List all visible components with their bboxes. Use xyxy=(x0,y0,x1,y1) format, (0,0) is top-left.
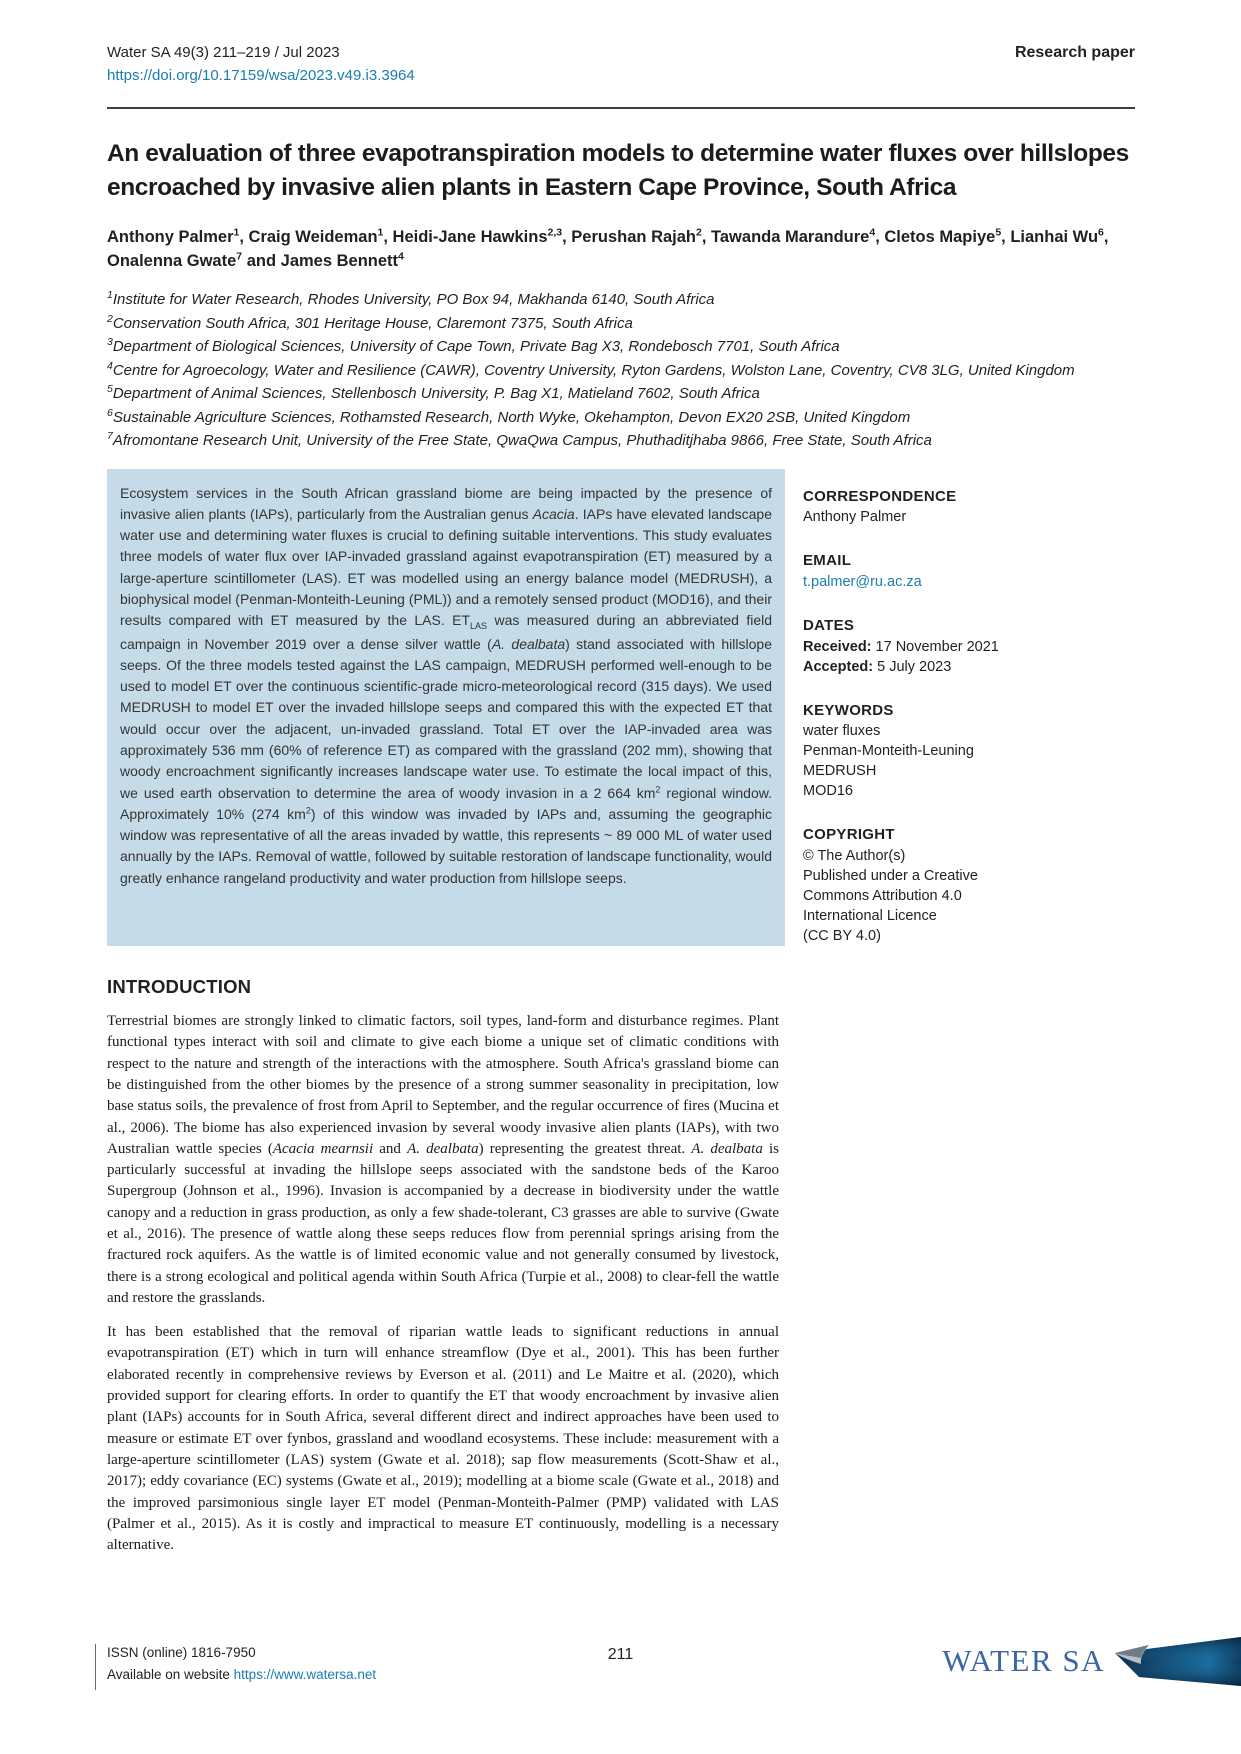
email-link[interactable]: t.palmer@ru.ac.za xyxy=(803,573,922,590)
affiliation-text: Institute for Water Research, Rhodes University, PO Box 94, Makhanda 6140, South Africa xyxy=(112,291,715,309)
keyword-item: Penman-Monteith-Leuning xyxy=(803,743,974,760)
copyright-line: © The Author(s) xyxy=(803,848,906,865)
article-info-sidebar xyxy=(803,469,1133,946)
affiliation-sup: 5 xyxy=(107,383,113,396)
footer-issn-block xyxy=(107,1642,376,1687)
affiliation-text: Afromontane Research Unit, University of the Free State, QwaQwa Campus, Phuthaditjhaba 9866, Free State, South Africa xyxy=(112,432,932,450)
affiliation-text: Department of Animal Sciences, Stellenbosch University, P. Bag X1, Matieland 7602, South Africa xyxy=(112,385,760,403)
abstract-box: Ecosystem services in the South African grassland biome are being impacted by the presence of invasive alien plants (IAPs), particularly from the Australian genus Acacia. IAPs have elevated landscape water use and determining water fluxes is crucial to defining suitable interventions. This study evaluates three models of water flux over IAP-invaded grassland against evapotranspiration (ET) measured by a large-aperture scintillometer (LAS). ET was modelled using an energy balance model (MEDRUSH), a biophysical model (Penman-Monteith-Leuning (PML)) and a remotely sensed product (MOD16), and their results compared with ET measured by the LAS. $ET_{LAS}$ was measured during an abbreviated field campaign in November 2019 over a dense silver wattle (A. dealbata) stand associated with hillslope seeps. Of the three models tested against the LAS campaign, MEDRUSH performed well-enough to be used to model ET over the continuous scientific-grade micro-meteorological record (315 days). We used MEDRUSH to model ET over the invaded hillslope seeps and compared this with the expected ET that would occur over the adjacent, un-invaded grassland. Total ET over the IAP-invaded area was approximately 536 mm (60% of reference ET) as compared with the grassland (202 mm), showing that woody encroachment significantly increases landscape water use. To estimate the local impact of this, we used earth observation to determine the area of woody invasion in a 2 664 $km^2$ regional window. Approximately 10% (274 $km^2$) of this window was invaded by IAPs and, assuming the geographic window was representative of all the areas invaded by wattle, this represents ~ 89 000 ML of water used annually by the IAPs. Removal of wattle, followed by suitable restoration of landscape functionality, would greatly enhance rangeland productivity and water production from hillslope seeps. xyxy=(107,469,785,946)
page-footer xyxy=(0,1640,1241,1714)
affiliation-text: Department of Biological Sciences, University of Cape Town, Private Bag X3, Rondebosch 7701, South Africa xyxy=(112,338,840,356)
watersa-logo-text: WATER SA xyxy=(942,1642,1105,1678)
affiliation-item xyxy=(107,335,1135,359)
intro-paragraph: It has been established that the removal of riparian wattle leads to significant reductions in annual evapotranspiration (ET) which in turn will enhance streamflow (Dye et al., 2001). This has been further elaborated recently in comprehensive reviews by Everson et al. (2011) and Le Maitre et al. (2020), which provided support for clearing efforts. In order to quantify the ET that woody encroachment by invasive alien plant (IAPs) accounts for in South Africa, several different direct and indirect approaches have been used to measure or estimate ET over fynbos, grassland and woodland ecosystems. These include: measurement with a large-aperture scintillometer (LAS) system (Gwate et al. 2018); sap flow measurements (Scott-Shaw et al., 2017); eddy covariance (EC) systems (Gwate et al., 2019); modelling at a biome scale (Gwate et al., 2018) and the improved parsimonious single layer ET model (Penman-Monteith-Palmer (PMP) validated with LAS (Palmer et al., 2015). As it is costly and impractical to measure ET continuously, modelling is a necessary alternative. xyxy=(107,1324,779,1554)
copyright-heading: COPYRIGHT xyxy=(803,826,895,844)
article-title: An evaluation of three evapotranspiration models to determine water fluxes over hillslopes encroached by invasive alien plants in Eastern Cape Province, South Africa xyxy=(107,140,1129,201)
affiliation-text: Centre for Agroecology, Water and Resilience (CAWR), Coventry University, Ryton Gardens, Wolston Lane, Coventry, CV8 3LG, United Kingdom xyxy=(112,361,1075,379)
page-header xyxy=(107,42,1135,87)
correspondence-name: Anthony Palmer xyxy=(803,509,907,526)
affiliation-item xyxy=(107,382,1135,406)
footer-divider xyxy=(95,1644,96,1690)
affiliation-sup: 3 xyxy=(107,336,113,349)
date-received: Received: 17 November 2021 xyxy=(803,638,999,655)
paper-type-label: Research paper xyxy=(1014,44,1135,61)
abstract-and-sidebar xyxy=(107,469,1135,946)
affiliation-sup: 6 xyxy=(107,406,113,419)
intro-paragraph: Terrestrial biomes are strongly linked to climatic factors, soil types, land-form and disturbance regimes. Plant functional types interact with soil and climate to give each biome a unique set of climatic conditions with respect to the nature and strength of the interactions with the atmosphere. South Africa's grassland biome can be distinguished from the other biomes by the presence of a strong summer seasonality in precipitation, low base status soils, the prevalence of frost from April to September, and the regular occurrence of fires (Mucina et al., 2006). The biome has also experienced invasion by several woody invasive alien plants (IAPs), with two Australian wattle species (Acacia mearnsii and A. dealbata) representing the greatest threat. A. dealbata is particularly successful at invading the hillslope seeps associated with the sandstone beds of the Karoo Supergroup (Johnson et al., 1996). Invasion is accompanied by a decrease in biodiversity under the wattle canopy and a reduction in grass production, as only a few shade-tolerant, C3 grasses are able to survive (Gwate et al., 2016). The presence of wattle along these seeps reduces flow from perennial springs arising from the fractured rock aquifers. As the wattle is of limited economic value and not generally consumed by livestock, there is a strong ecological and political agenda within South Africa (Turpie et al., 2008) to clear-fell the wattle and restore the grasslands. xyxy=(107,1013,779,1306)
email-heading: EMAIL xyxy=(803,552,852,570)
affiliation-item xyxy=(107,359,1135,383)
website-line xyxy=(107,1664,376,1686)
affiliation-text: Sustainable Agriculture Sciences, Rothamsted Research, North Wyke, Okehampton, Devon EX20 2SB, United Kingdom xyxy=(112,408,911,426)
watersa-logo xyxy=(942,1636,1241,1688)
copyright-line: Commons Attribution 4.0 xyxy=(803,888,962,905)
affiliation-item xyxy=(107,312,1135,336)
affiliation-sup: 2 xyxy=(107,312,113,325)
affiliation-sup: 1 xyxy=(107,289,113,302)
introduction-section xyxy=(107,976,779,1556)
issn-line: ISSN (online) 1816-7950 xyxy=(107,1645,256,1660)
keywords-heading: KEYWORDS xyxy=(803,701,894,719)
affiliation-item xyxy=(107,406,1135,430)
website-link[interactable]: https://www.watersa.net xyxy=(233,1667,377,1683)
keyword-item: water fluxes xyxy=(803,723,881,740)
copyright-line: Published under a Creative xyxy=(803,868,978,885)
journal-meta xyxy=(107,42,415,87)
keyword-item: MOD16 xyxy=(803,783,853,800)
keyword-item: MEDRUSH xyxy=(803,763,877,780)
affiliation-item xyxy=(107,288,1135,312)
affiliation-text: Conservation South Africa, 301 Heritage House, Claremont 7375, South Africa xyxy=(112,314,633,332)
date-accepted: Accepted: 5 July 2023 xyxy=(803,658,952,675)
copyright-line: (CC BY 4.0) xyxy=(803,928,881,945)
page-number: 211 xyxy=(607,1646,634,1663)
header-divider xyxy=(107,107,1135,109)
dates-heading: DATES xyxy=(803,616,855,634)
affiliation-item xyxy=(107,429,1135,453)
copyright-line: International Licence xyxy=(803,908,937,925)
website-prefix: Available on website xyxy=(107,1667,234,1683)
journal-citation: Water SA 49(3) 211–219 / Jul 2023 xyxy=(107,44,340,61)
authors-line: Anthony Palmer$^1$, Craig Weideman$^1$, Heidi-Jane Hawkins$^{2,3}$, Perushan Rajah$^2$, Tawanda Marandure$^4$, Cletos Mapiye$^5$, Lianhai Wu$^6$, Onalenna Gwate$^7$ and James Bennett$^4$ xyxy=(107,226,1109,271)
affiliation-sup: 4 xyxy=(107,359,113,372)
affiliation-sup: 7 xyxy=(107,430,113,443)
correspondence-heading: CORRESPONDENCE xyxy=(803,487,957,505)
affiliations-list xyxy=(107,288,1135,453)
water-swoosh-icon xyxy=(1113,1636,1241,1688)
introduction-heading: INTRODUCTION xyxy=(107,976,252,998)
doi-link[interactable]: https://doi.org/10.17159/wsa/2023.v49.i3.3964 xyxy=(107,66,415,84)
